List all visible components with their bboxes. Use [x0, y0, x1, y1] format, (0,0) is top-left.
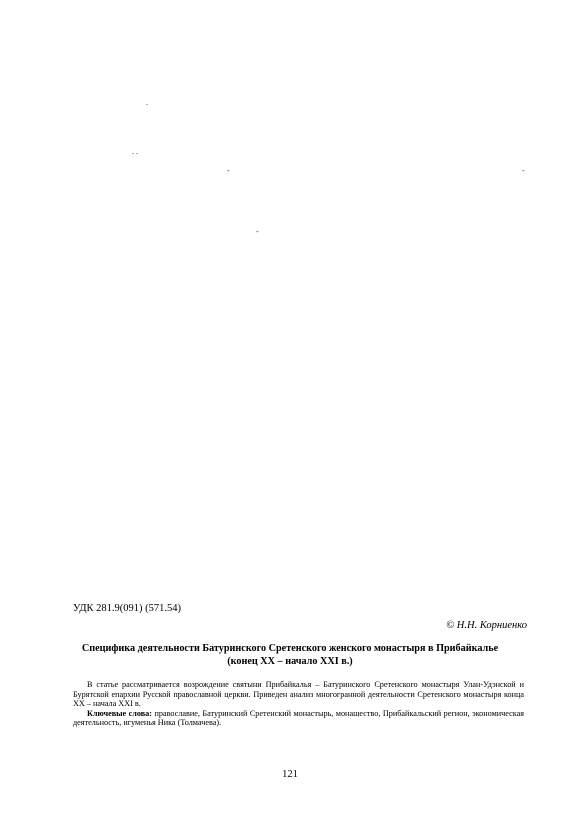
scan-artifact: . .: [132, 147, 138, 156]
abstract-text: В статье рассматривается возрождение святыни Прибайкалья – Батуринского Сретенского монастыря Улан-Удэнской и Бурятской епархии Русской православной церкви. Приведен анализ многогранной деятельности Сретенского монастыря конца ХХ – начала XXI в.: [73, 680, 524, 709]
article-title-line-1: Специфика деятельности Батуринского Сретенского женского монастыря в Прибайкалье: [81, 643, 499, 654]
author-copyright: © Н.Н. Корниенко: [446, 620, 527, 631]
article-title: [60, 643, 520, 668]
scan-artifact: -: [227, 166, 230, 175]
keywords-paragraph: [73, 709, 524, 728]
scan-artifact: .: [146, 98, 148, 107]
udk-code: УДК 281.9(091) (571.54): [73, 603, 182, 614]
scan-artifact: -: [256, 227, 259, 236]
article-title-line-2: (конец ХХ – начало ХХI в.): [227, 655, 353, 667]
keywords-label: Ключевые слова:: [87, 708, 152, 718]
article-abstract: [73, 680, 524, 728]
keywords-text: православие, Батуринский Сретенский монастырь, монашество, Прибайкальский регион, экономическая деятельность, игуменья Ника (Толмачева).: [73, 708, 524, 728]
scan-artifact: -: [522, 166, 525, 175]
page-number: 121: [282, 769, 298, 780]
